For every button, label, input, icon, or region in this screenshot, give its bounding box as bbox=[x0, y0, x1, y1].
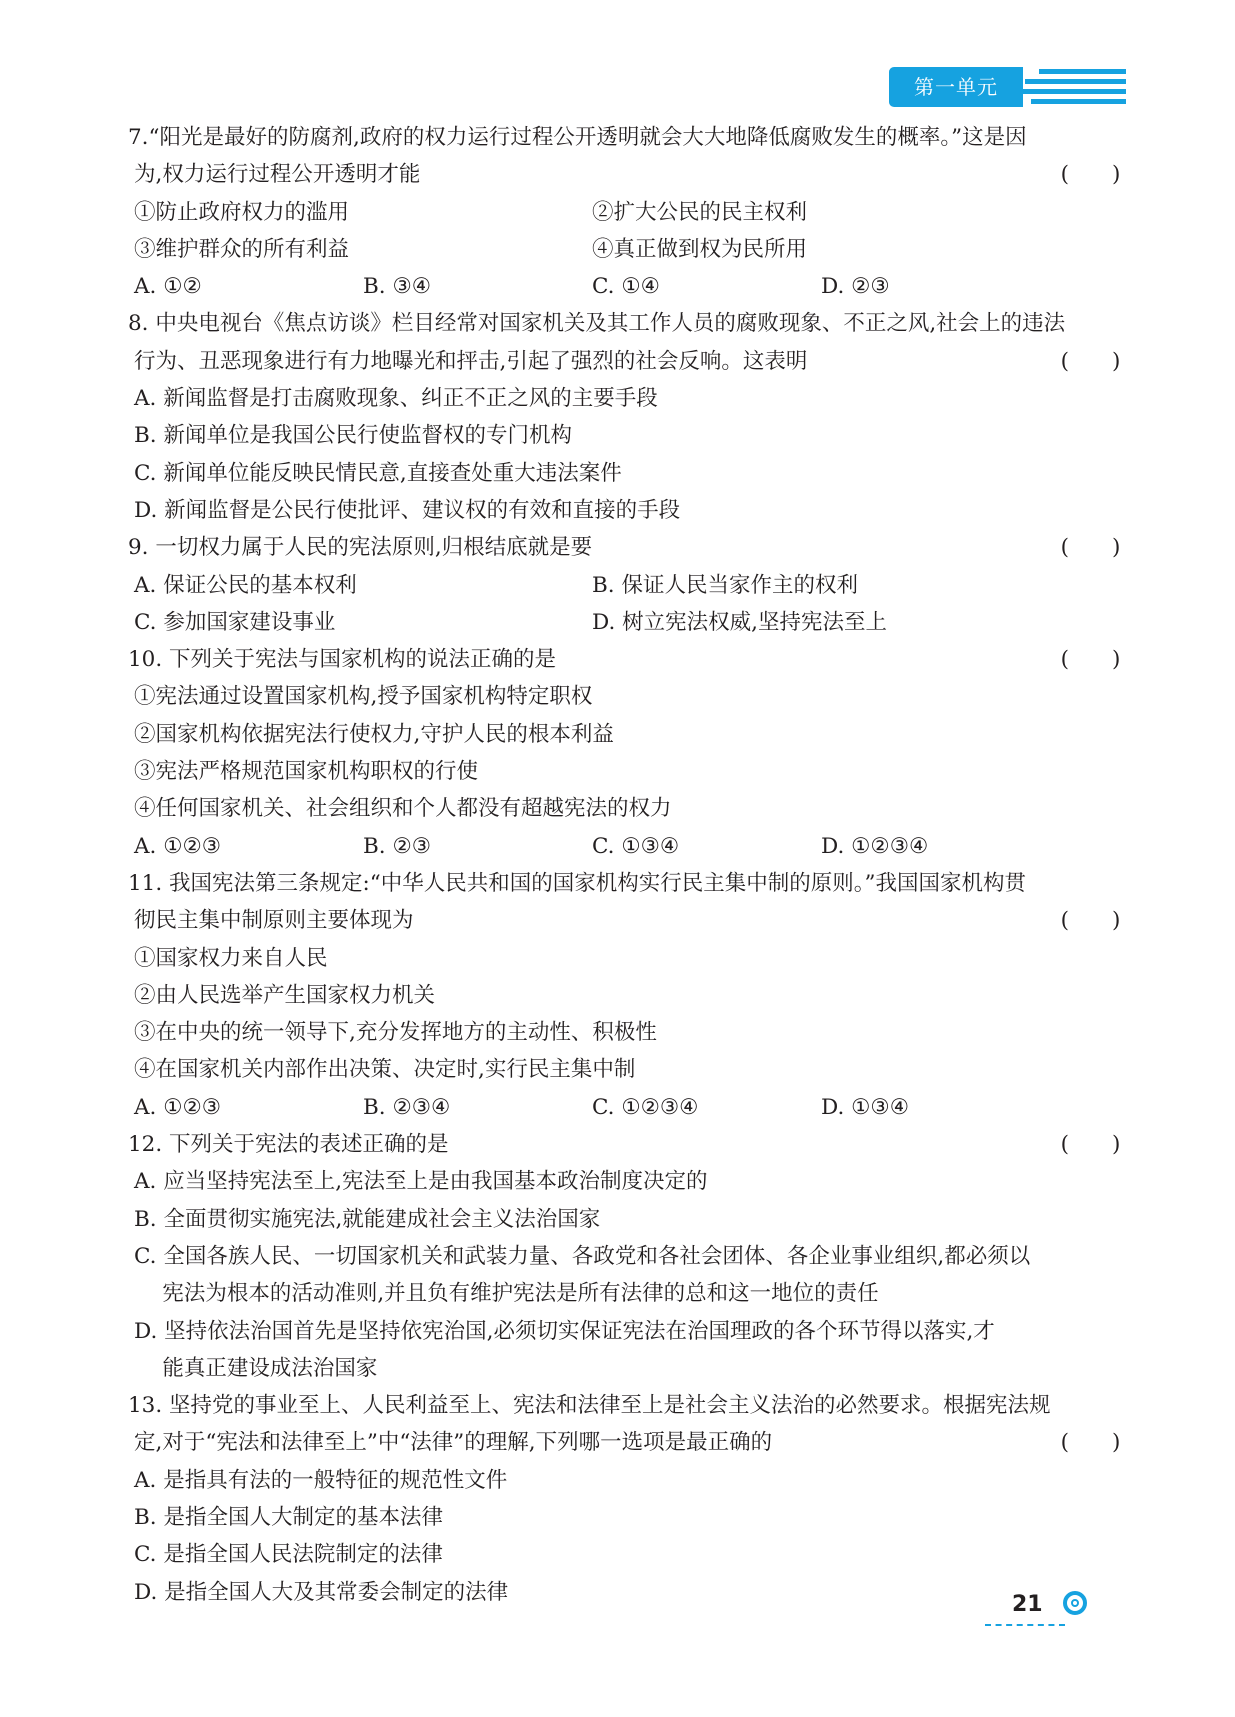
option-row bbox=[128, 567, 1128, 604]
question-stem: 12. 下列关于宪法的表述正确的是 ( ) bbox=[128, 1126, 1128, 1163]
option-d[interactable]: D. 树立宪法权威,坚持宪法至上 bbox=[592, 609, 887, 635]
statement-item: ②国家机构依据宪法行使权力,守护人民的根本利益 bbox=[134, 721, 614, 747]
choice-c[interactable]: C. ①③④ bbox=[592, 833, 680, 859]
question-8 bbox=[128, 305, 1128, 529]
choice-a[interactable]: A. ①②③ bbox=[134, 833, 222, 859]
statement-item: ②由人民选举产生国家权力机关 bbox=[134, 982, 436, 1008]
option-c[interactable]: C. 是指全国人民法院制定的法律 bbox=[134, 1542, 443, 1568]
question-stem: 9. 一切权力属于人民的宪法原则,归根结底就是要 ( ) bbox=[128, 529, 1128, 566]
question-stem: 定,对于“宪法和法律至上”中“法律”的理解,下列哪一选项是最正确的 ( ) bbox=[128, 1424, 1128, 1461]
choice-row bbox=[128, 268, 1128, 305]
choice-row bbox=[128, 1089, 1128, 1126]
choice-d[interactable]: D. ①②③④ bbox=[821, 833, 929, 859]
unit-label: 第一单元 bbox=[889, 67, 1023, 107]
answer-bracket[interactable]: ( ) bbox=[1060, 535, 1121, 561]
statement-item: ④任何国家机关、社会组织和个人都没有超越宪法的权力 bbox=[134, 796, 672, 822]
question-stem: 行为、丑恶现象进行有力地曝光和抨击,引起了强烈的社会反响。这表明 ( ) bbox=[128, 343, 1128, 380]
statement-item: ③维护群众的所有利益 bbox=[134, 236, 350, 262]
answer-bracket[interactable]: ( ) bbox=[1060, 162, 1121, 188]
option-d-continued: 能真正建设成法治国家 bbox=[134, 1355, 378, 1381]
question-stem: 10. 下列关于宪法与国家机构的说法正确的是 ( ) bbox=[128, 641, 1128, 678]
question-stem: 为,权力运行过程公开透明才能 ( ) bbox=[128, 156, 1128, 193]
choice-b[interactable]: B. ②③④ bbox=[363, 1094, 451, 1120]
target-circle-icon bbox=[1063, 1591, 1087, 1615]
choice-c[interactable]: C. ①④ bbox=[592, 274, 660, 300]
statement-item: ④真正做到权为民所用 bbox=[592, 236, 808, 262]
page-number: 21 bbox=[1012, 1592, 1043, 1617]
question-stem: 彻民主集中制原则主要体现为 ( ) bbox=[128, 902, 1128, 939]
answer-bracket[interactable]: ( ) bbox=[1060, 647, 1121, 673]
question-13 bbox=[128, 1387, 1128, 1611]
answer-bracket[interactable]: ( ) bbox=[1060, 908, 1121, 934]
choice-row bbox=[128, 828, 1128, 865]
question-list bbox=[128, 119, 1128, 1611]
question-stem: 11. 我国宪法第三条规定:“中华人民共和国的国家机构实行民主集中制的原则。”我国国家机构贯 bbox=[128, 870, 1027, 896]
question-stem: 7.“阳光是最好的防腐剂,政府的权力运行过程公开透明就会大大地降低腐败发生的概率。”这是因 bbox=[128, 125, 1027, 150]
statement-item: ①防止政府权力的滥用 bbox=[134, 199, 350, 225]
option-a[interactable]: A. 新闻监督是打击腐败现象、纠正不正之风的主要手段 bbox=[134, 386, 658, 412]
option-c-continued: 宪法为根本的活动准则,并且负有维护宪法是所有法律的总和这一地位的责任 bbox=[134, 1281, 879, 1307]
option-c[interactable]: C. 新闻单位能反映民情民意,直接查处重大违法案件 bbox=[134, 460, 622, 486]
question-11 bbox=[128, 865, 1128, 1126]
choice-c[interactable]: C. ①②③④ bbox=[592, 1094, 699, 1120]
option-b[interactable]: B. 新闻单位是我国公民行使监督权的专门机构 bbox=[134, 423, 572, 449]
unit-decoration-lines bbox=[1017, 69, 1126, 105]
option-b[interactable]: B. 全面贯彻实施宪法,就能建成社会主义法治国家 bbox=[134, 1206, 601, 1232]
statement-item: ①国家权力来自人民 bbox=[134, 945, 328, 971]
option-a[interactable]: A. 应当坚持宪法至上,宪法至上是由我国基本政治制度决定的 bbox=[134, 1169, 708, 1195]
option-c[interactable]: C. 参加国家建设事业 bbox=[134, 609, 336, 635]
option-a[interactable]: A. 是指具有法的一般特征的规范性文件 bbox=[134, 1467, 508, 1493]
option-b[interactable]: B. 保证人民当家作主的权利 bbox=[592, 572, 858, 598]
choice-a[interactable]: A. ①② bbox=[134, 274, 202, 300]
option-b[interactable]: B. 是指全国人大制定的基本法律 bbox=[134, 1504, 443, 1530]
statement-item: ①宪法通过设置国家机构,授予国家机构特定职权 bbox=[134, 684, 593, 710]
statement-item: ④在国家机关内部作出决策、决定时,实行民主集中制 bbox=[134, 1057, 636, 1083]
option-d[interactable]: D. 坚持依法治国首先是坚持依宪治国,必须切实保证宪法在治国理政的各个环节得以落实,才 bbox=[134, 1318, 995, 1344]
option-a[interactable]: A. 保证公民的基本权利 bbox=[134, 572, 357, 598]
question-9 bbox=[128, 529, 1128, 641]
choice-b[interactable]: B. ③④ bbox=[363, 274, 432, 300]
choice-d[interactable]: D. ②③ bbox=[821, 274, 890, 300]
question-stem: 8. 中央电视台《焦点访谈》栏目经常对国家机关及其工作人员的腐败现象、不正之风,社会上的违法 bbox=[128, 311, 1066, 337]
option-row bbox=[128, 604, 1128, 641]
unit-header-tab bbox=[889, 67, 1126, 107]
statement-row bbox=[128, 194, 1128, 231]
question-12 bbox=[128, 1126, 1128, 1387]
question-10 bbox=[128, 641, 1128, 865]
choice-b[interactable]: B. ②③ bbox=[363, 833, 432, 859]
option-c[interactable]: C. 全国各族人民、一切国家机关和武装力量、各政党和各社会团体、各企业事业组织,都必须以 bbox=[134, 1243, 1031, 1269]
choice-d[interactable]: D. ①③④ bbox=[821, 1094, 909, 1120]
question-stem: 13. 坚持党的事业至上、人民利益至上、宪法和法律至上是社会主义法治的必然要求。根据宪法规 bbox=[128, 1393, 1051, 1419]
statement-item: ③在中央的统一领导下,充分发挥地方的主动性、积极性 bbox=[134, 1020, 657, 1046]
option-d[interactable]: D. 是指全国人大及其常委会制定的法律 bbox=[134, 1579, 509, 1605]
question-7 bbox=[128, 119, 1128, 305]
statement-item: ③宪法严格规范国家机构职权的行使 bbox=[134, 759, 479, 785]
answer-bracket[interactable]: ( ) bbox=[1060, 1132, 1121, 1158]
statement-item: ②扩大公民的民主权利 bbox=[592, 199, 808, 225]
choice-a[interactable]: A. ①②③ bbox=[134, 1094, 222, 1120]
answer-bracket[interactable]: ( ) bbox=[1060, 348, 1121, 374]
answer-bracket[interactable]: ( ) bbox=[1060, 1430, 1121, 1456]
statement-row bbox=[128, 231, 1128, 268]
footer-divider bbox=[985, 1624, 1065, 1626]
option-d[interactable]: D. 新闻监督是公民行使批评、建议权的有效和直接的手段 bbox=[134, 497, 681, 523]
